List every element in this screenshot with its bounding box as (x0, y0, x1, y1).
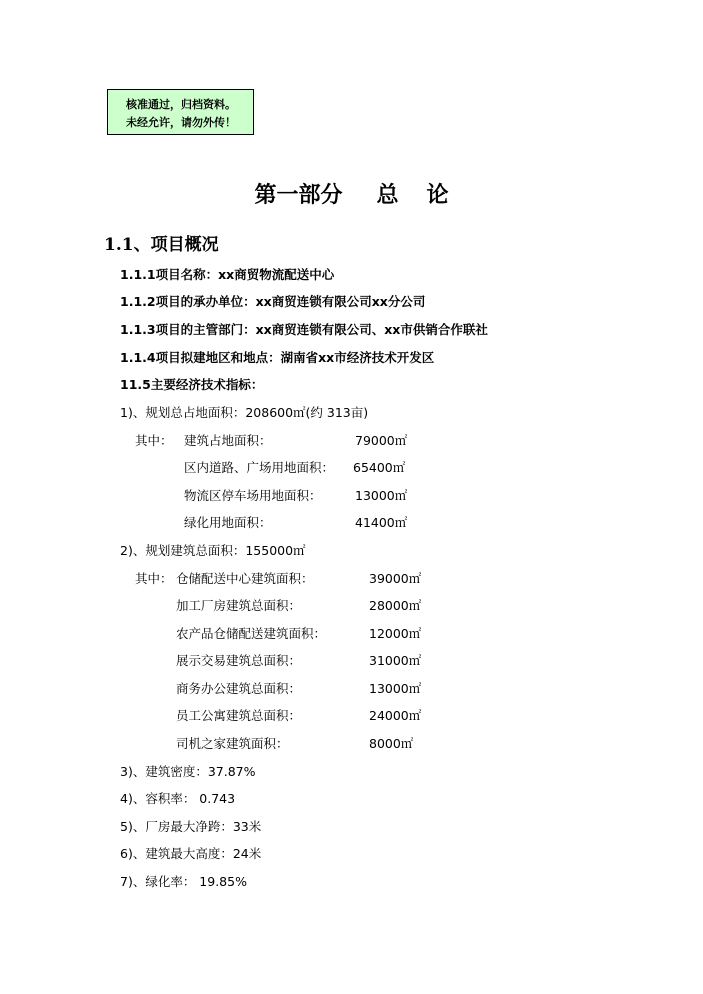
building-row-label: 仓储配送中心建筑面积： (176, 571, 314, 586)
land-row-value: 79000㎡ (355, 433, 408, 448)
building-row-value: 39000㎡ (369, 571, 422, 586)
stamp-line-1: 核准通过，归档资料。 (126, 98, 236, 111)
item-host-unit: 1.1.2项目的承办单位：xx商贸连锁有限公司xx分公司 (120, 294, 426, 309)
item-location: 1.1.4项目拟建地区和地点：湖南省xx市经济技术开发区 (120, 350, 435, 365)
approval-stamp (107, 89, 254, 135)
metric-span: 5)、厂房最大净跨：33米 (120, 819, 262, 834)
land-row-value: 41400㎡ (355, 515, 408, 530)
building-row-label: 司机之家建筑面积： (176, 736, 289, 751)
land-row-label: 建筑占地面积： (184, 433, 272, 448)
building-row-value: 12000㎡ (369, 626, 422, 641)
land-prefix: 其中： (135, 433, 173, 448)
item-authority: 1.1.3项目的主管部门：xx商贸连锁有限公司、xx市供销合作联社 (120, 322, 488, 337)
land-row-label: 物流区停车场用地面积： (184, 488, 322, 503)
building-row-value: 24000㎡ (369, 708, 422, 723)
item-indicators-heading: 11.5主要经济技术指标： (120, 377, 264, 392)
stamp-line-2: 未经允许，请勿外传！ (126, 116, 236, 129)
building-row-value: 13000㎡ (369, 681, 422, 696)
building-row-label: 员工公寓建筑总面积： (176, 708, 302, 723)
item-project-name: 1.1.1项目名称：xx商贸物流配送中心 (120, 267, 335, 282)
building-prefix: 其中： (135, 571, 173, 586)
metric-plot-ratio: 4)、容积率： 0.743 (120, 791, 236, 806)
land-row-label: 区内道路、广场用地面积： (184, 460, 335, 475)
metric-height: 6)、建筑最大高度：24米 (120, 846, 262, 861)
building-row-value: 8000㎡ (369, 736, 414, 751)
section-heading: 1.1、项目概况 (104, 235, 219, 255)
land-row-label: 绿化用地面积： (184, 515, 272, 530)
building-row-label: 展示交易建筑总面积： (176, 653, 302, 668)
title-part-3: 论 (426, 182, 449, 208)
land-row-value: 13000㎡ (355, 488, 408, 503)
building-row-label: 商务办公建筑总面积： (176, 681, 302, 696)
building-heading: 2)、规划建筑总面积：155000㎡ (120, 543, 306, 558)
title-part-1: 第一部分 (254, 182, 343, 208)
land-heading: 1)、规划总占地面积：208600㎡(约 313亩) (120, 405, 369, 420)
building-row-value: 28000㎡ (369, 598, 422, 613)
page-title (0, 178, 703, 209)
title-part-2: 总 (376, 182, 399, 208)
building-row-value: 31000㎡ (369, 653, 422, 668)
metric-green-rate: 7)、绿化率： 19.85% (120, 874, 247, 889)
building-row-label: 加工厂房建筑总面积： (176, 598, 302, 613)
metric-density: 3)、建筑密度：37.87% (120, 764, 256, 779)
building-row-label: 农产品仓储配送建筑面积： (176, 626, 327, 641)
land-row-value: 65400㎡ (353, 460, 406, 475)
